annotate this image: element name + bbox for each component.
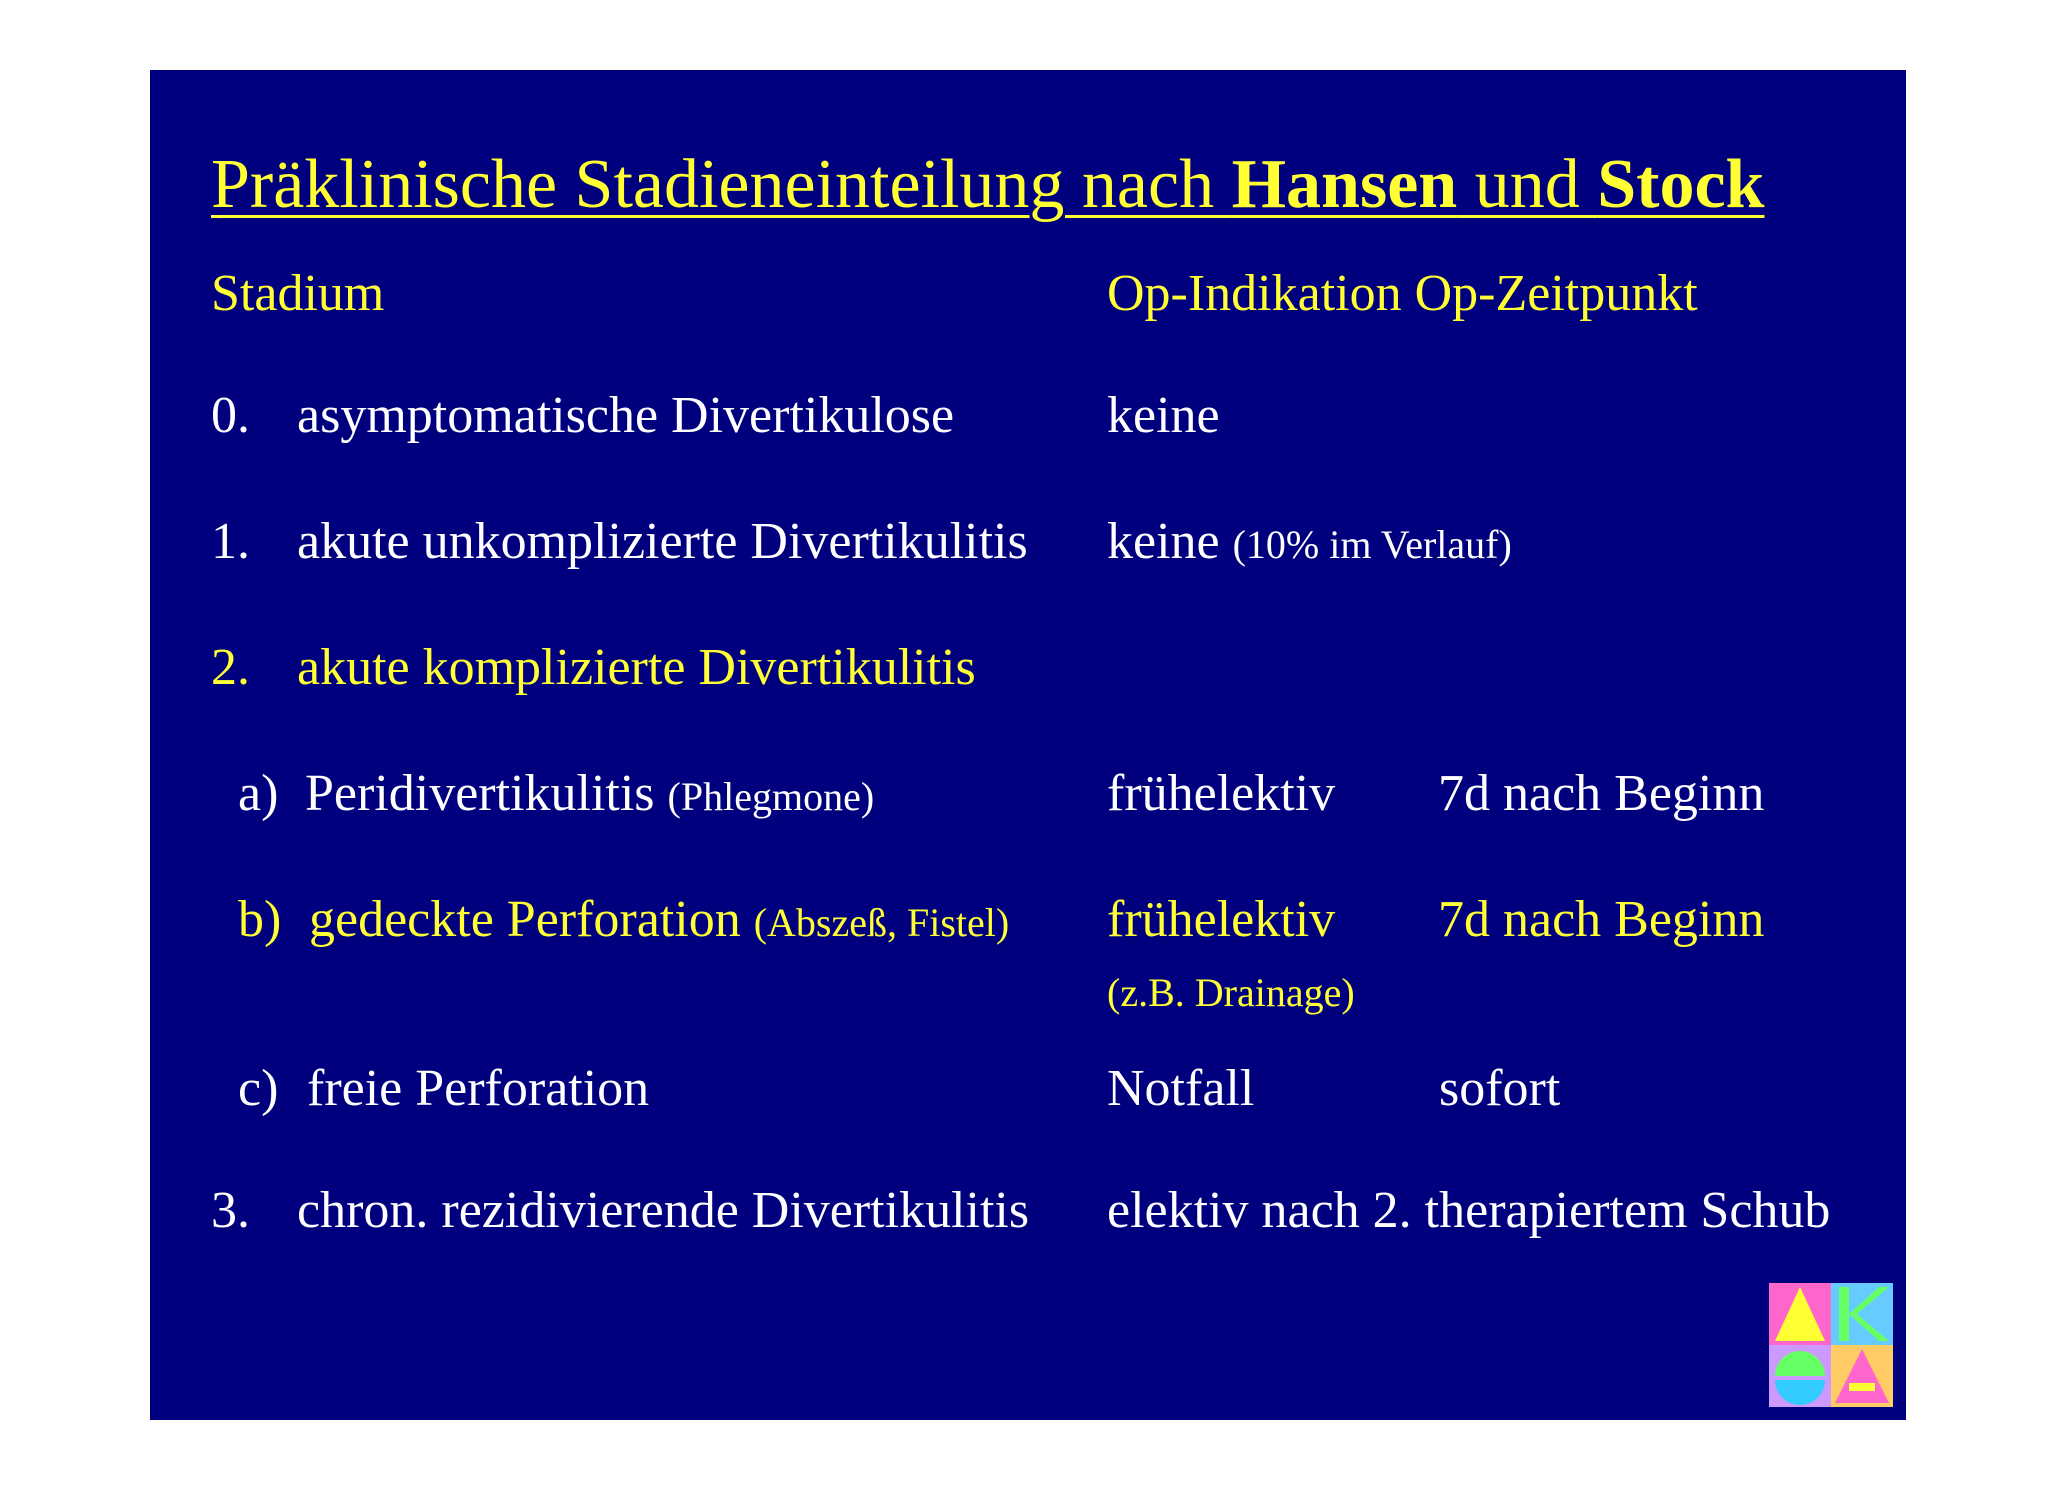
slide-title (211, 146, 1765, 223)
row-1-indication-note: (10% im Verlauf) (1232, 522, 1512, 567)
row-a-timepoint: 7d nach Beginn (1438, 765, 1765, 822)
title-name-stock: Stock (1597, 146, 1765, 223)
row-3-num: 3. (211, 1182, 250, 1239)
title-part2: und (1457, 146, 1598, 223)
row-3-indication: elektiv nach 2. therapiertem Schub (1107, 1182, 1831, 1239)
row-b-timepoint: 7d nach Beginn (1438, 891, 1765, 948)
row-0-num: 0. (211, 387, 250, 444)
title-part1: Präklinische Stadieneinteilung nach (211, 146, 1232, 223)
row-b-indication-note: (z.B. Drainage) (1107, 970, 1355, 1015)
row-b-label (309, 891, 1010, 948)
header-stadium: Stadium (211, 265, 385, 322)
akca-logo (1769, 1283, 1893, 1407)
row-c-label: freie Perforation (307, 1060, 650, 1117)
row-0-label: asymptomatische Divertikulose (297, 387, 955, 444)
header-timepoint-text: Op-Zeitpunkt (1414, 265, 1698, 322)
row-b-num: b) (238, 891, 282, 948)
row-c-num: c) (238, 1060, 279, 1117)
header-indication-text: Op-Indikation (1107, 265, 1402, 322)
row-b-indication: frühelektiv (1107, 891, 1336, 948)
row-3-label: chron. rezidivierende Divertikulitis (297, 1182, 1030, 1239)
row-a-indication: frühelektiv (1107, 765, 1336, 822)
row-1-indication (1107, 513, 1512, 570)
row-a-num: a) (238, 765, 279, 822)
slide (150, 70, 1906, 1420)
title-name-hansen: Hansen (1231, 146, 1458, 223)
row-c-indication: Notfall (1107, 1060, 1255, 1117)
row-1-label: akute unkomplizierte Divertikulitis (297, 513, 1028, 570)
row-2-label: akute komplizierte Divertikulitis (297, 639, 976, 696)
row-b-label-note: (Abszeß, Fistel) (753, 900, 1010, 945)
row-a-label-main: Peridivertikulitis (305, 765, 655, 822)
row-a-label-note: (Phlegmone) (667, 774, 875, 819)
row-2-num: 2. (211, 639, 250, 696)
header-op-indikation (1107, 265, 1698, 322)
row-1-indication-main: keine (1107, 513, 1220, 570)
row-c-timepoint: sofort (1439, 1060, 1561, 1117)
row-0-indication: keine (1107, 387, 1220, 444)
row-a-label (305, 765, 875, 822)
logo-graphic (1769, 1283, 1893, 1407)
row-b-label-main: gedeckte Perforation (309, 891, 741, 948)
row-1-num: 1. (211, 513, 250, 570)
